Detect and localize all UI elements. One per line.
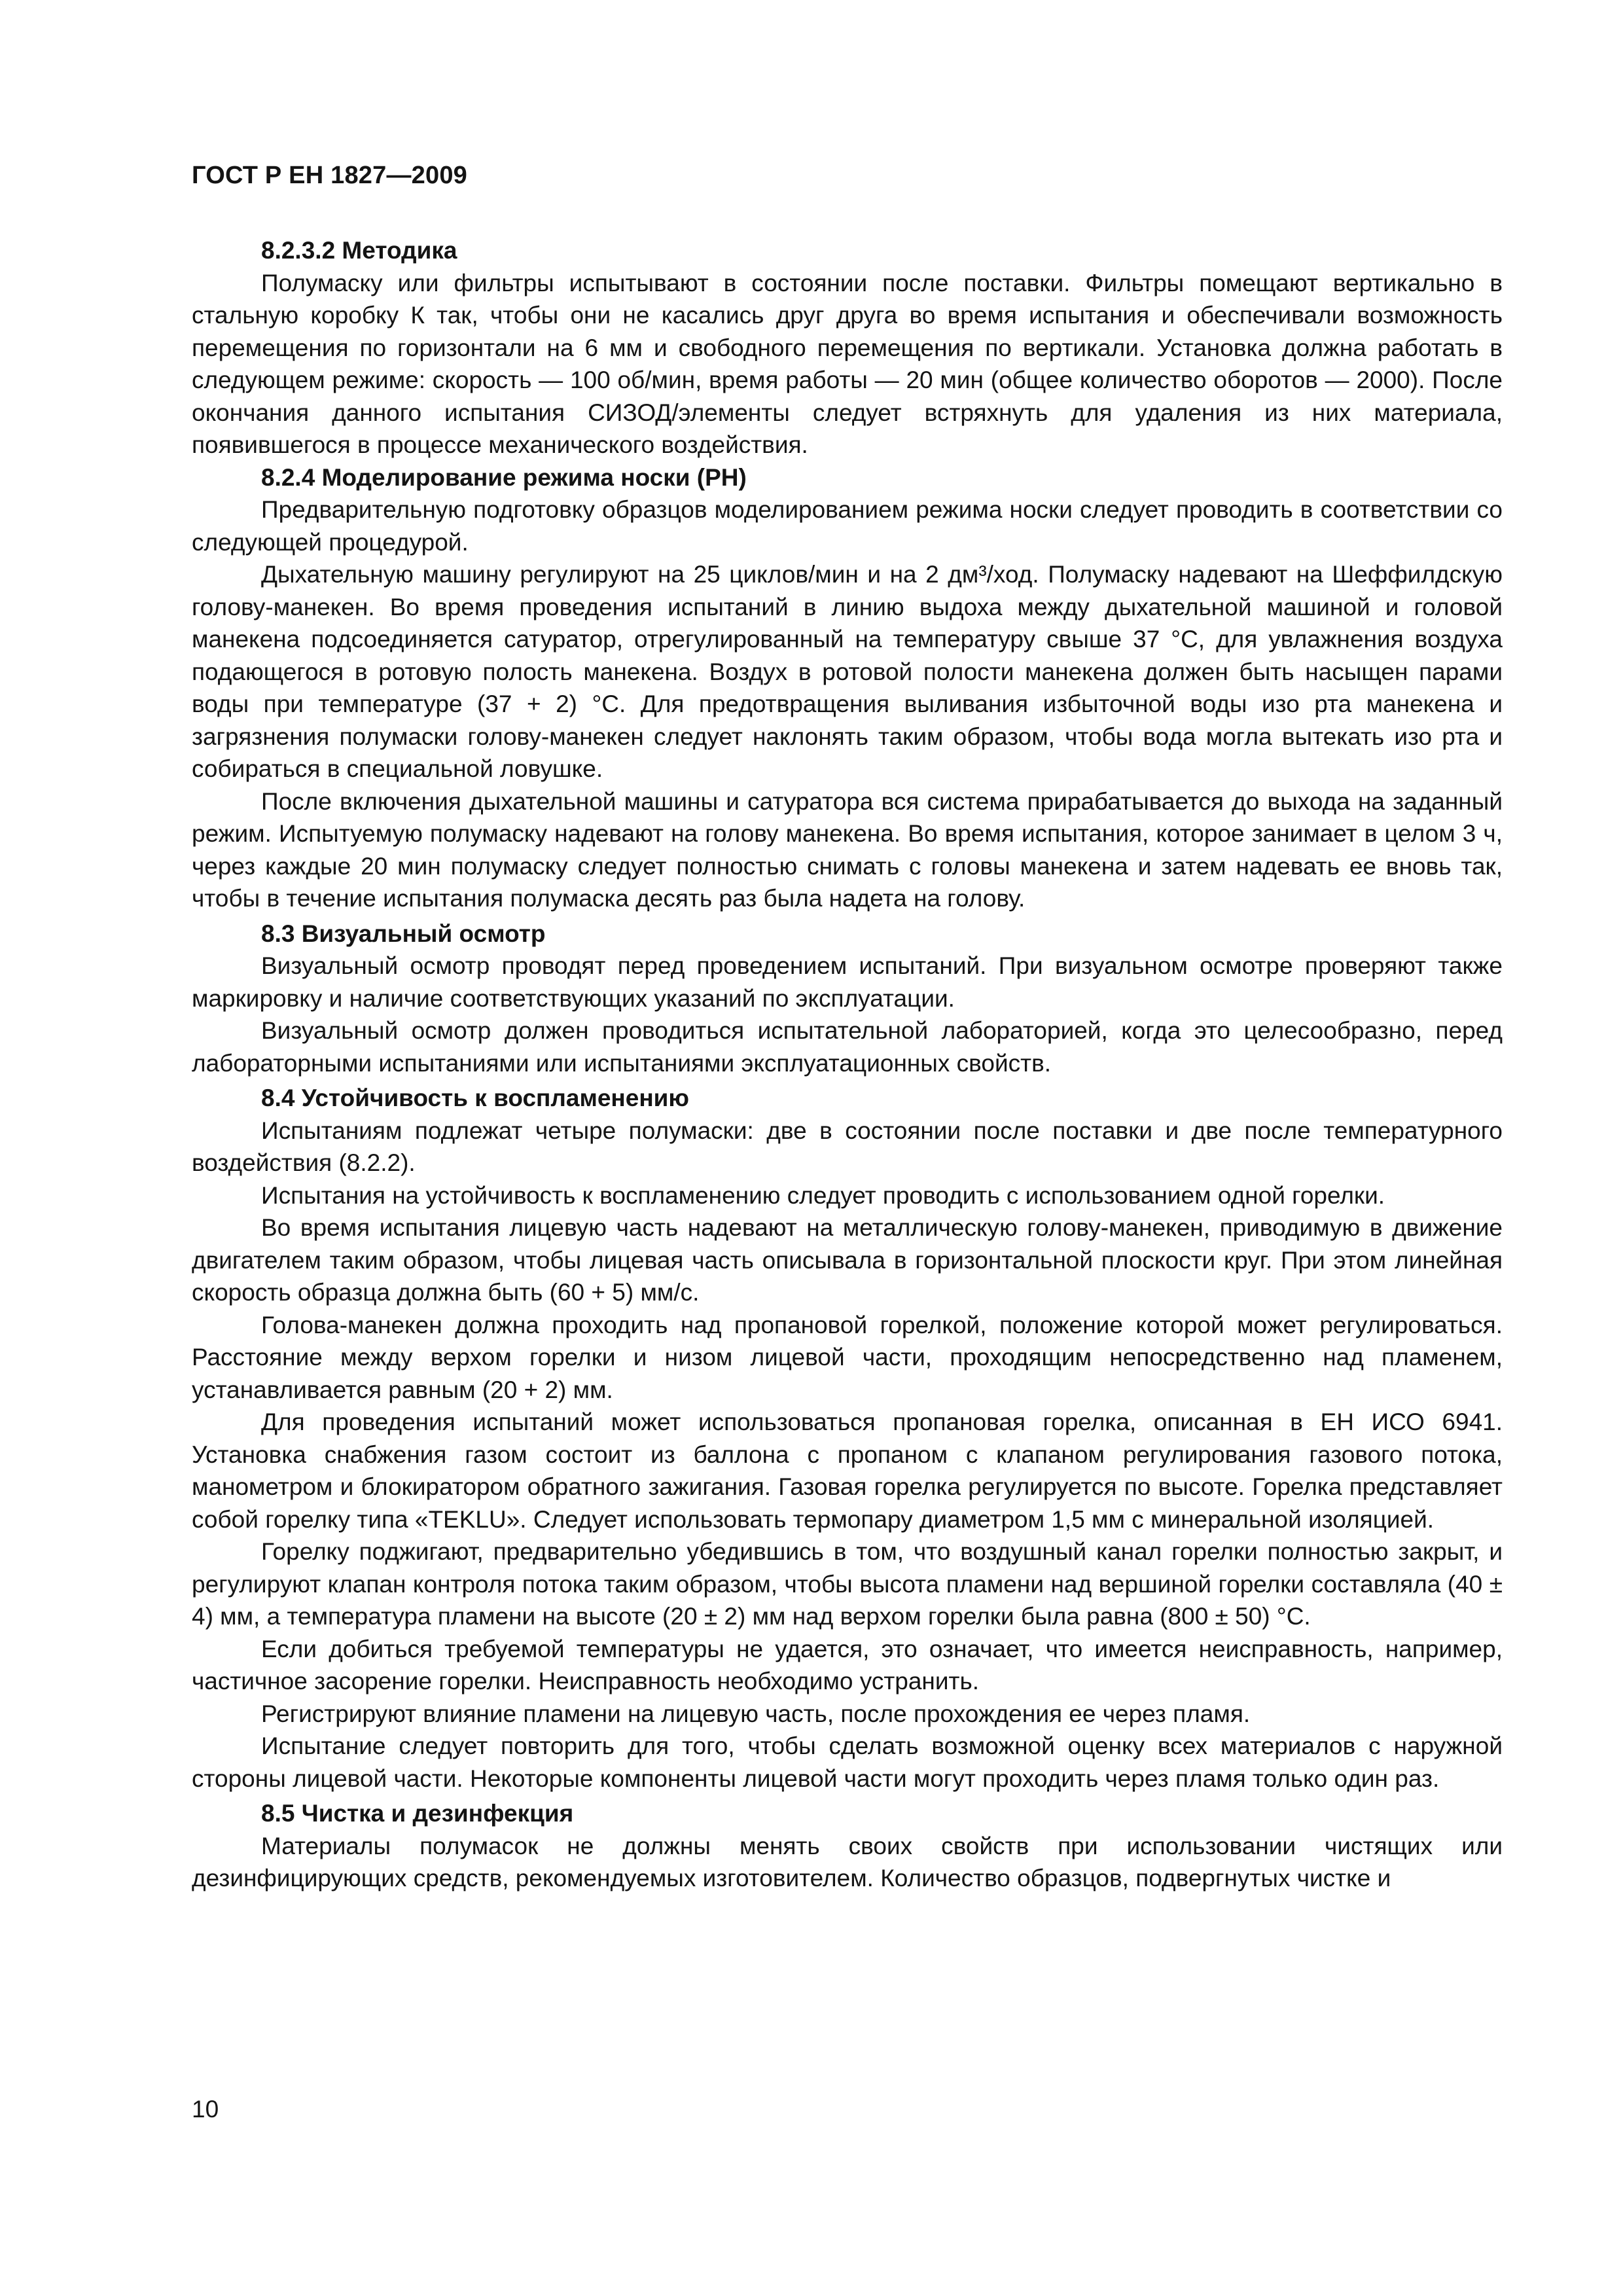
document-body	[192, 234, 1503, 1895]
paragraph: Визуальный осмотр должен проводиться испытательной лабораторией, когда это целесообразно, перед лабораторными испытаниями или испытаниями эксплуатационных свойств.	[192, 1017, 1503, 1077]
paragraph: Если добиться требуемой температуры не удается, это означает, что имеется неисправность, например, частичное засорение горелки. Неисправность необходимо устранить.	[192, 1635, 1503, 1695]
paragraph: Материалы полумасок не должны менять своих свойств при использовании чистящих или дезинфицирующих средств, рекомендуемых изготовителем. Количество образцов, подвергнутых чистке и	[192, 1832, 1503, 1892]
paragraph: Визуальный осмотр проводят перед проведением испытаний. При визуальном осмотре проверяют также маркировку и наличие соответствующих указаний по эксплуатации.	[192, 952, 1503, 1012]
section-heading: 8.2.3.2 Методика	[261, 237, 457, 264]
paragraph: Испытаниям подлежат четыре полумаски: две в состоянии после поставки и две после температурного воздействия (8.2.2).	[192, 1117, 1503, 1176]
paragraph: Испытание следует повторить для того, чтобы сделать возможной оценку всех материалов с наружной стороны лицевой части. Некоторые компоненты лицевой части могут проходить через пламя только один раз.	[192, 1732, 1503, 1792]
paragraph: Предварительную подготовку образцов моделированием режима носки следует проводить в соответствии со следующей процедурой.	[192, 496, 1503, 556]
section-heading: 8.5 Чистка и дезинфекция	[261, 1800, 574, 1827]
page-number: 10	[192, 2096, 219, 2123]
section-heading: 8.4 Устойчивость к воспламенению	[261, 1085, 690, 1111]
paragraph: Для проведения испытаний может использоваться пропановая горелка, описанная в ЕН ИСО 6941. Установка снабжения газом состоит из баллона с пропаном с клапаном регулирования газового потока, манометром и блокиратором обратного зажигания. Газовая горелка регулируется по высоте. Горелка представляет собой горелку типа «TEKLU». Следует использовать термопару диаметром 1,5 мм с минеральной изоляцией.	[192, 1408, 1503, 1533]
paragraph: Голова-манекен должна проходить над пропановой горелкой, положение которой может регулироваться. Расстояние между верхом горелки и низом лицевой части, проходящим непосредственно над пламенем, устанавливается равным (20 + 2) мм.	[192, 1311, 1503, 1403]
paragraph: Испытания на устойчивость к воспламенению следует проводить с использованием одной горелки.	[261, 1181, 1385, 1209]
paragraph: Дыхательную машину регулируют на 25 циклов/мин и на 2 дм³/ход. Полумаску надевают на Шеффилдскую голову-манекен. Во время проведения испытаний в линию выдоха между дыхательной машиной и головой манекена подсоединяется сатуратор, отрегулированный на температуру свыше 37 °С, для увлажнения воздуха подающегося в ротовую полость манекена. Воздух в ротовой полости манекена должен быть насыщен парами воды при температуре (37 + 2) °С. Для предотвращения выливания избыточной воды изо рта манекена и загрязнения полумаски голову-манекен следует наклонять таким образом, чтобы вода могла вытекать изо рта и собираться в специальной ловушке.	[192, 561, 1503, 782]
paragraph: Во время испытания лицевую часть надевают на металлическую голову-манекен, приводимую в движение двигателем таким образом, чтобы лицевая часть описывала в горизонтальной плоскости круг. При этом линейная скорость образца должна быть (60 + 5) мм/с.	[192, 1214, 1503, 1306]
document-header: ГОСТ Р ЕН 1827—2009	[192, 162, 467, 189]
paragraph: Регистрируют влияние пламени на лицевую часть, после прохождения ее через пламя.	[261, 1700, 1251, 1727]
paragraph: Полумаску или фильтры испытывают в состоянии после поставки. Фильтры помещают вертикально в стальную коробку К так, чтобы они не касались друг друга во время испытания и обеспечивали возможность перемещения по горизонтали на 6 мм и свободного перемещения по вертикали. Установка должна работать в следующем режиме: скорость — 100 об/мин, время работы — 20 мин (общее количество оборотов — 2000). После окончания данного испытания СИЗОД/элементы следует встряхнуть для удаления из них материала, появившегося в процессе механического воздействия.	[192, 269, 1503, 458]
section-heading: 8.2.4 Моделирование режима носки (РН)	[261, 463, 747, 491]
paragraph: Горелку поджигают, предварительно убедившись в том, что воздушный канал горелки полностью закрыт, и регулируют клапан контроля потока таким образом, чтобы высота пламени над вершиной горелки составляла (40 ± 4) мм, а температура пламени на высоте (20 ± 2) мм над верхом горелки была равна (800 ± 50) °С.	[192, 1538, 1503, 1630]
paragraph: После включения дыхательной машины и сатуратора вся система прирабатывается до выхода на заданный режим. Испытуемую полумаску надевают на голову манекена. Во время испытания, которое занимает в целом 3 ч, через каждые 20 мин полумаску следует полностью снимать с головы манекена и затем надевать ее вновь так, чтобы в течение испытания полумаска десять раз была надета на голову.	[192, 787, 1503, 912]
section-heading: 8.3 Визуальный осмотр	[261, 920, 546, 947]
